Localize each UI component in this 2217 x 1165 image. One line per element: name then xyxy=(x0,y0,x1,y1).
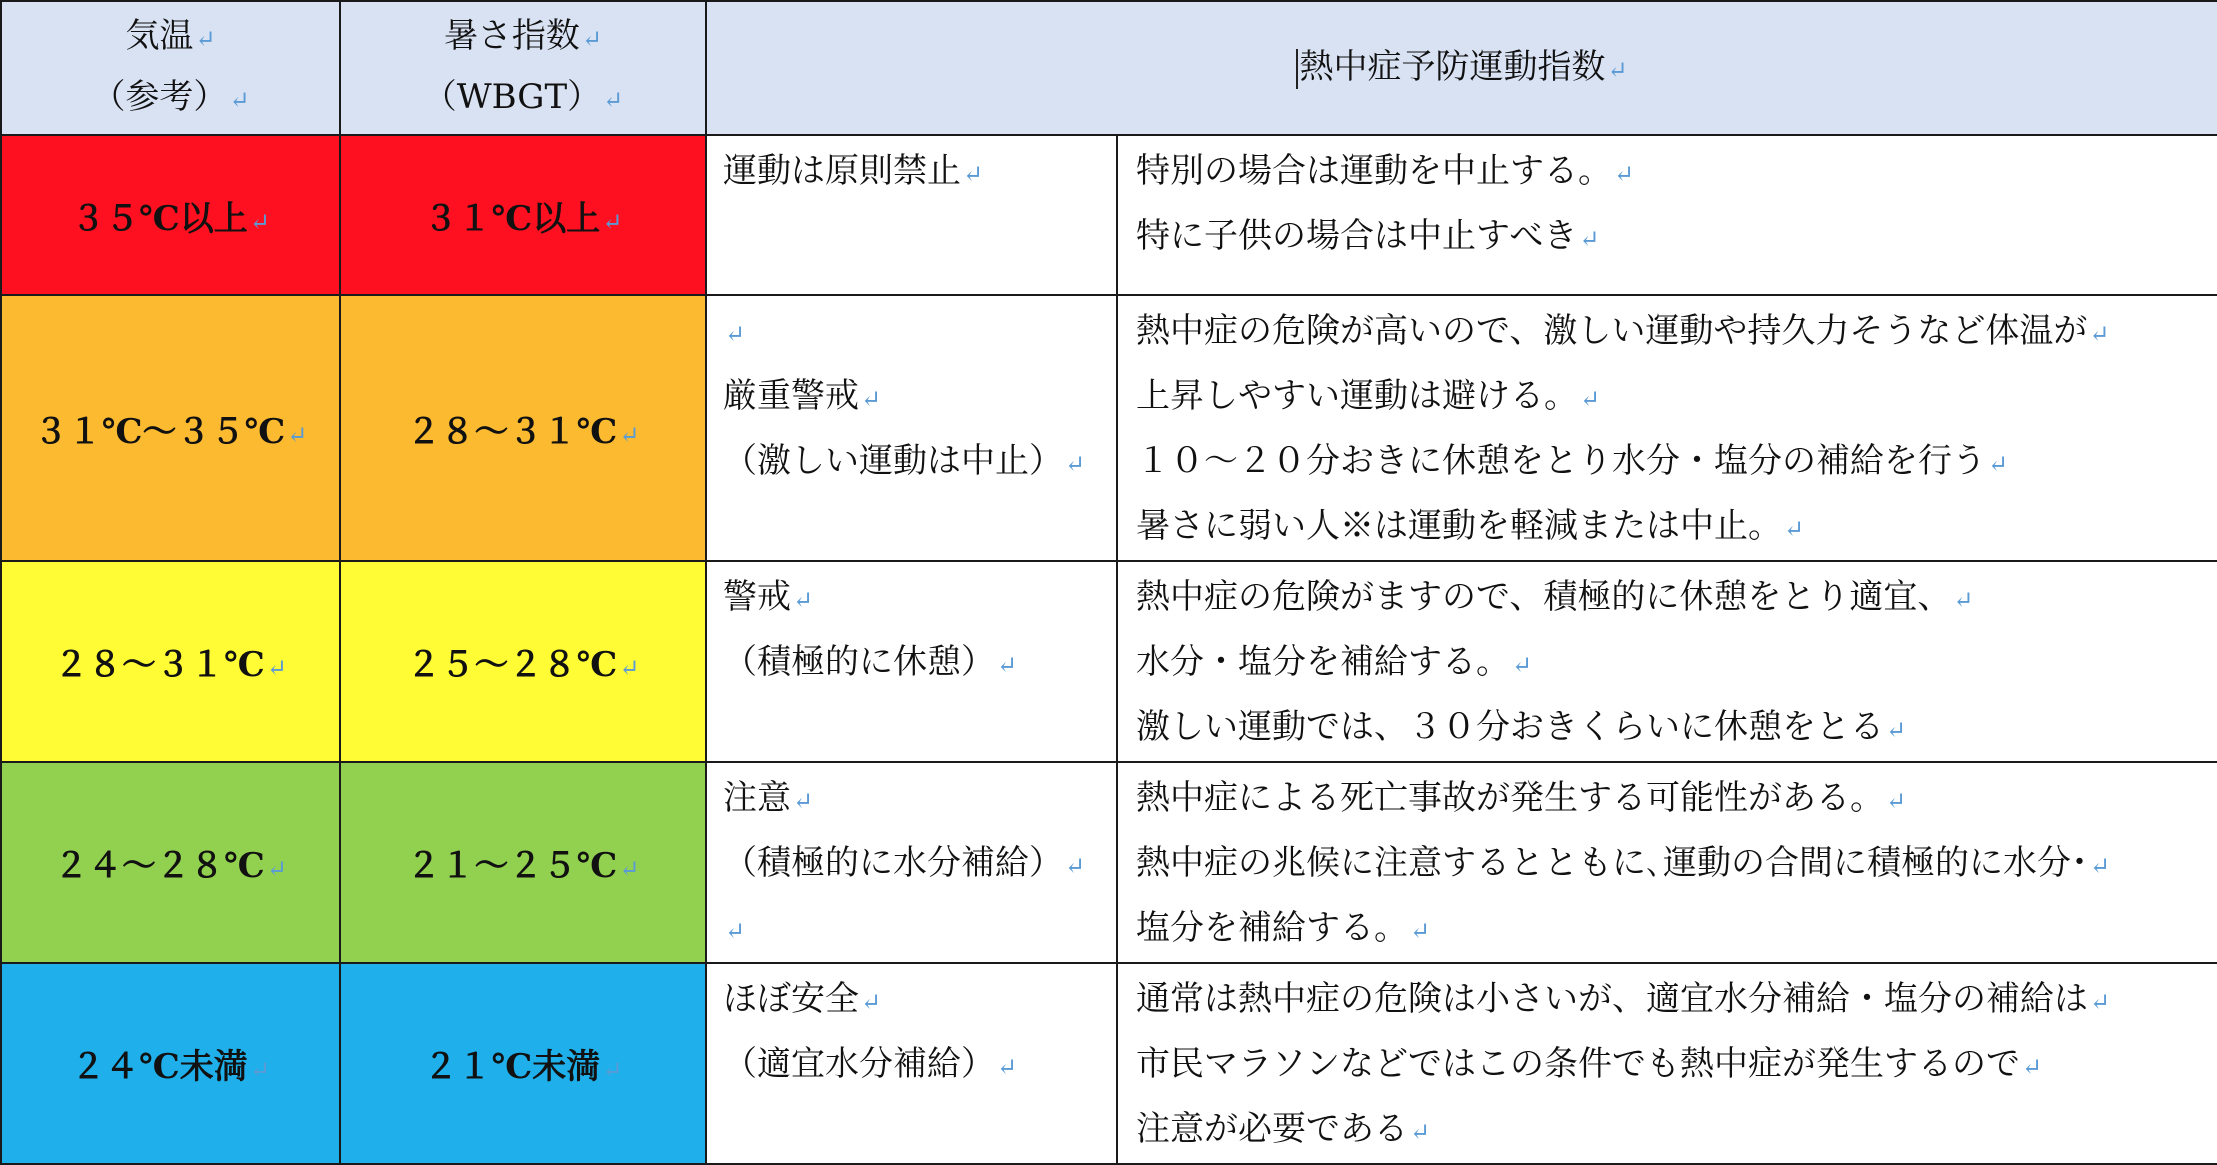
temperature-cell xyxy=(1,135,340,295)
description-line: 通常は熱中症の危険は小さいが、適宜水分補給・塩分の補給は xyxy=(1136,979,2088,1019)
paragraph-mark-icon: ↵ xyxy=(725,917,746,945)
paragraph-mark-icon: ↵ xyxy=(793,787,814,815)
paragraph-mark-icon: ↵ xyxy=(287,420,308,449)
paragraph-mark-icon: ↵ xyxy=(861,385,882,413)
wbgt-cell xyxy=(340,963,706,1164)
paragraph-mark-icon: ↵ xyxy=(1580,385,1601,413)
paragraph-mark-icon: ↵ xyxy=(963,160,984,188)
temperature-cell xyxy=(1,963,340,1164)
paragraph-mark-icon: ↵ xyxy=(1512,651,1533,679)
table-row xyxy=(1,762,2217,963)
paragraph-mark-icon: ↵ xyxy=(266,855,287,883)
description-line: 暑さに弱い人※は運動を軽減または中止。 xyxy=(1136,506,1782,546)
paragraph-mark-icon: ↵ xyxy=(861,988,882,1016)
temperature-range: ２４℃未満 xyxy=(71,1047,248,1087)
category-cell xyxy=(706,762,1117,963)
temperature-cell xyxy=(1,295,340,561)
wbgt-cell xyxy=(340,762,706,963)
header-temperature xyxy=(1,1,340,135)
temperature-range: ２８～３１℃ xyxy=(54,645,265,685)
description-line: 市民マラソンなどではこの条件でも熱中症が発生するので xyxy=(1136,1044,2020,1084)
paragraph-mark-icon: ↵ xyxy=(2089,320,2110,348)
table-row xyxy=(1,561,2217,762)
category-cell xyxy=(706,963,1117,1164)
paragraph-mark-icon: ↵ xyxy=(2090,988,2111,1016)
paragraph-mark-icon: ↵ xyxy=(1607,55,1628,84)
description-line: 特別の場合は運動を中止する。 xyxy=(1136,151,1612,191)
paragraph-mark-icon: ↵ xyxy=(997,1053,1018,1081)
temperature-cell xyxy=(1,561,340,762)
header-exercise-index-label: 熱中症予防運動指数 xyxy=(1299,46,1606,87)
header-temperature-note: （参考） xyxy=(91,77,228,117)
table-row xyxy=(1,963,2217,1164)
wbgt-range: ２８～３１℃ xyxy=(406,411,618,452)
category-cell xyxy=(706,561,1117,762)
paragraph-mark-icon: ↵ xyxy=(266,654,287,682)
header-exercise-index[interactable] xyxy=(706,1,2217,135)
description-line: 熱中症の危険がますので、積極的に休憩をとり適宜、 xyxy=(1136,577,1952,617)
description-cell xyxy=(1117,295,2217,561)
category-line: （積極的に水分補給） xyxy=(723,843,1063,883)
table-row xyxy=(1,135,2217,295)
paragraph-mark-icon: ↵ xyxy=(1953,586,1974,614)
description-cell xyxy=(1117,135,2217,295)
description-line: 激しい運動では、３０分おきくらいに休憩をとる xyxy=(1136,707,1884,747)
paragraph-mark-icon: ↵ xyxy=(2022,1053,2043,1081)
description-line: 熱中症による死亡事故が発生する可能性がある。 xyxy=(1136,778,1884,818)
header-temperature-label: 気温 xyxy=(125,16,194,56)
wbgt-range: ２１℃未満 xyxy=(423,1047,601,1087)
category-line: （激しい運動は中止） xyxy=(723,441,1063,481)
description-line: 塩分を補給する。 xyxy=(1136,908,1408,948)
description-cell xyxy=(1117,762,2217,963)
paragraph-mark-icon: ↵ xyxy=(619,855,640,883)
paragraph-mark-icon: ↵ xyxy=(581,25,603,53)
paragraph-mark-icon: ↵ xyxy=(1988,450,2009,478)
description-line: １０～２０分おきに休憩をとり水分・塩分の補給を行う xyxy=(1136,441,1986,481)
category-line: 注意 xyxy=(723,778,791,818)
paragraph-mark-icon: ↵ xyxy=(1886,787,1907,815)
paragraph-mark-icon: ↵ xyxy=(2090,852,2111,880)
paragraph-mark-icon: ↵ xyxy=(725,320,746,348)
category-line: ほぼ安全 xyxy=(723,979,859,1019)
wbgt-range: ３１℃以上 xyxy=(423,198,601,239)
header-wbgt-label: 暑さ指数 xyxy=(443,16,580,56)
category-line: 運動は原則禁止 xyxy=(723,151,961,191)
paragraph-mark-icon: ↵ xyxy=(1410,917,1431,945)
paragraph-mark-icon: ↵ xyxy=(1065,852,1086,880)
category-line: 厳重警戒 xyxy=(723,376,859,416)
header-wbgt-note: （WBGT） xyxy=(422,77,602,117)
description-line: 水分・塩分を補給する。 xyxy=(1136,642,1510,682)
category-cell xyxy=(706,295,1117,561)
paragraph-mark-icon: ↵ xyxy=(1784,515,1805,543)
temperature-range: ３１℃～３５℃ xyxy=(33,411,286,452)
paragraph-mark-icon: ↵ xyxy=(1065,450,1086,478)
header-wbgt xyxy=(340,1,706,135)
paragraph-mark-icon: ↵ xyxy=(1410,1118,1431,1146)
paragraph-mark-icon: ↵ xyxy=(619,420,640,449)
description-cell xyxy=(1117,963,2217,1164)
table-row xyxy=(1,295,2217,561)
description-line: 特に子供の場合は中止すべき xyxy=(1136,216,1578,256)
paragraph-mark-icon: ↵ xyxy=(195,25,216,53)
wbgt-cell xyxy=(340,295,706,561)
description-line: 熱中症の兆候に注意するとともに､運動の合間に積極的に水分･ xyxy=(1136,843,2088,883)
description-line: 上昇しやすい運動は避ける。 xyxy=(1136,376,1578,416)
paragraph-mark-icon: ↵ xyxy=(249,1056,270,1084)
temperature-cell xyxy=(1,762,340,963)
temperature-range: ３５℃以上 xyxy=(71,198,248,239)
paragraph-mark-icon: ↵ xyxy=(602,207,623,236)
wbgt-range: ２５～２８℃ xyxy=(406,645,618,685)
category-line: 警戒 xyxy=(723,577,791,617)
category-line: （積極的に休憩） xyxy=(723,642,995,682)
description-line: 熱中症の危険が高いので、激しい運動や持久力そうなど体温が xyxy=(1136,311,2088,351)
paragraph-mark-icon: ↵ xyxy=(1614,160,1635,188)
paragraph-mark-icon: ↵ xyxy=(602,1056,623,1084)
paragraph-mark-icon: ↵ xyxy=(603,86,624,114)
category-cell xyxy=(706,135,1117,295)
paragraph-mark-icon: ↵ xyxy=(793,586,814,614)
description-line: 注意が必要である xyxy=(1136,1109,1408,1149)
paragraph-mark-icon: ↵ xyxy=(1886,716,1907,744)
wbgt-cell xyxy=(340,135,706,295)
description-cell xyxy=(1117,561,2217,762)
paragraph-mark-icon: ↵ xyxy=(229,86,250,114)
wbgt-cell xyxy=(340,561,706,762)
paragraph-mark-icon: ↵ xyxy=(1579,225,1600,253)
paragraph-mark-icon: ↵ xyxy=(249,207,270,236)
paragraph-mark-icon: ↵ xyxy=(619,654,640,682)
paragraph-mark-icon: ↵ xyxy=(997,651,1018,679)
temperature-range: ２４～２８℃ xyxy=(54,846,265,886)
header-row xyxy=(1,1,2217,135)
category-line: （適宜水分補給） xyxy=(723,1044,995,1084)
wbgt-range: ２１～２５℃ xyxy=(406,846,618,886)
